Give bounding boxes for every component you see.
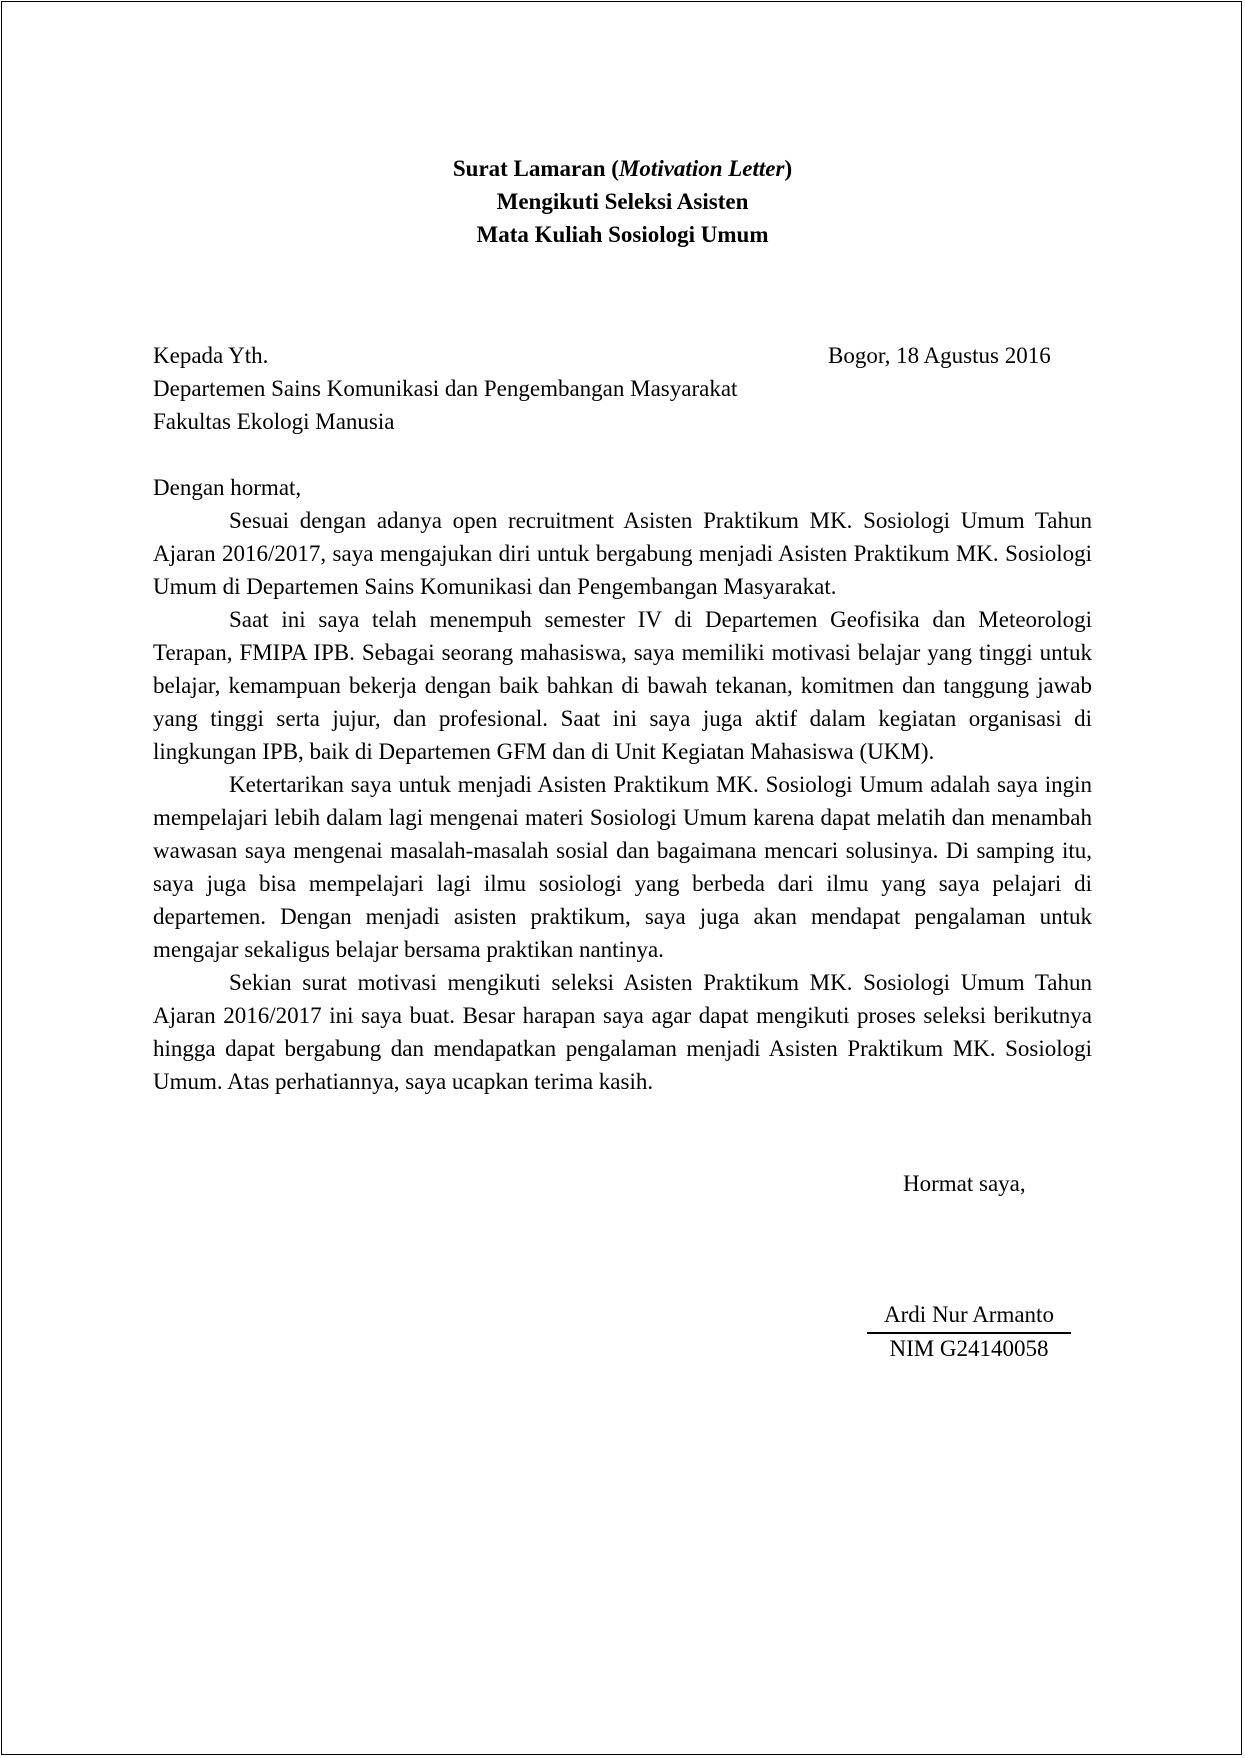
title-prefix: Surat Lamaran (	[452, 156, 619, 181]
greeting: Dengan hormat,	[153, 475, 302, 500]
closing-salutation: Hormat saya,	[903, 1171, 1026, 1196]
paragraph-4: Sekian surat motivasi mengikuti seleksi Asisten Praktikum MK. Sosiologi Umum Tahun Ajaran 2016/2017 ini saya buat. Besar harapan saya agar dapat mengikuti proses seleksi berikutnya hingga dapat bergabung dan mendapatkan pengalaman menjadi Asisten Praktikum MK. Sosiologi Umum. Atas perhatiannya, saya ucapkan terima kasih.	[153, 970, 1092, 1094]
letter-title	[2, 152, 1243, 185]
letter-subtitle-1: Mengikuti Seleksi Asisten	[496, 189, 749, 214]
title-italic: Motivation Letter	[618, 156, 785, 181]
signer-nim: NIM G24140058	[889, 1336, 1049, 1361]
paragraph-1: Sesuai dengan adanya open recruitment Asisten Praktikum MK. Sosiologi Umum Tahun Ajaran 2016/2017, saya mengajukan diri untuk bergabung menjadi Asisten Praktikum MK. Sosiologi Umum di Departemen Sains Komunikasi dan Pengembangan Masyarakat.	[153, 508, 1092, 599]
signer-name: Ardi Nur Armanto	[884, 1302, 1054, 1327]
letter-title-block	[2, 152, 1243, 251]
title-suffix: )	[784, 156, 793, 181]
paragraph-2: Saat ini saya telah menempuh semester IV di Departemen Geofisika dan Meteorologi Terapan, FMIPA IPB. Sebagai seorang mahasiswa, saya memiliki motivasi belajar yang tinggi untuk belajar, kemampuan bekerja dengan baik bahkan di bawah tekanan, komitmen dan tanggung jawab yang tinggi serta jujur, dan profesional. Saat ini saya juga aktif dalam kegiatan organisasi di lingkungan IPB, baik di Departemen GFM dan di Unit Kegiatan Mahasiswa (UKM).	[153, 607, 1092, 764]
letter-subtitle-2: Mata Kuliah Sosiologi Umum	[476, 222, 769, 247]
letter-body	[153, 471, 1092, 1098]
recipient-department: Departemen Sains Komunikasi dan Pengembangan Masyarakat	[153, 376, 738, 401]
letter-page	[1, 1, 1242, 1755]
place-date: Bogor, 18 Agustus 2016	[828, 343, 1051, 368]
recipient-to: Kepada Yth.	[153, 343, 269, 368]
recipient-faculty: Fakultas Ekologi Manusia	[153, 409, 395, 434]
paragraph-3: Ketertarikan saya untuk menjadi Asisten Praktikum MK. Sosiologi Umum adalah saya ingin mempelajari lebih dalam lagi mengenai materi Sosiologi Umum karena dapat melatih dan menambah wawasan saya mengenai masalah-masalah sosial dan bagaimana mencari solusinya. Di samping itu, saya juga bisa mempelajari lagi ilmu sosiologi yang berbeda dari ilmu yang saya pelajari di departemen. Dengan menjadi asisten praktikum, saya juga akan mendapat pengalaman untuk mengajar sekaligus belajar bersama praktikan nantinya.	[153, 772, 1092, 962]
